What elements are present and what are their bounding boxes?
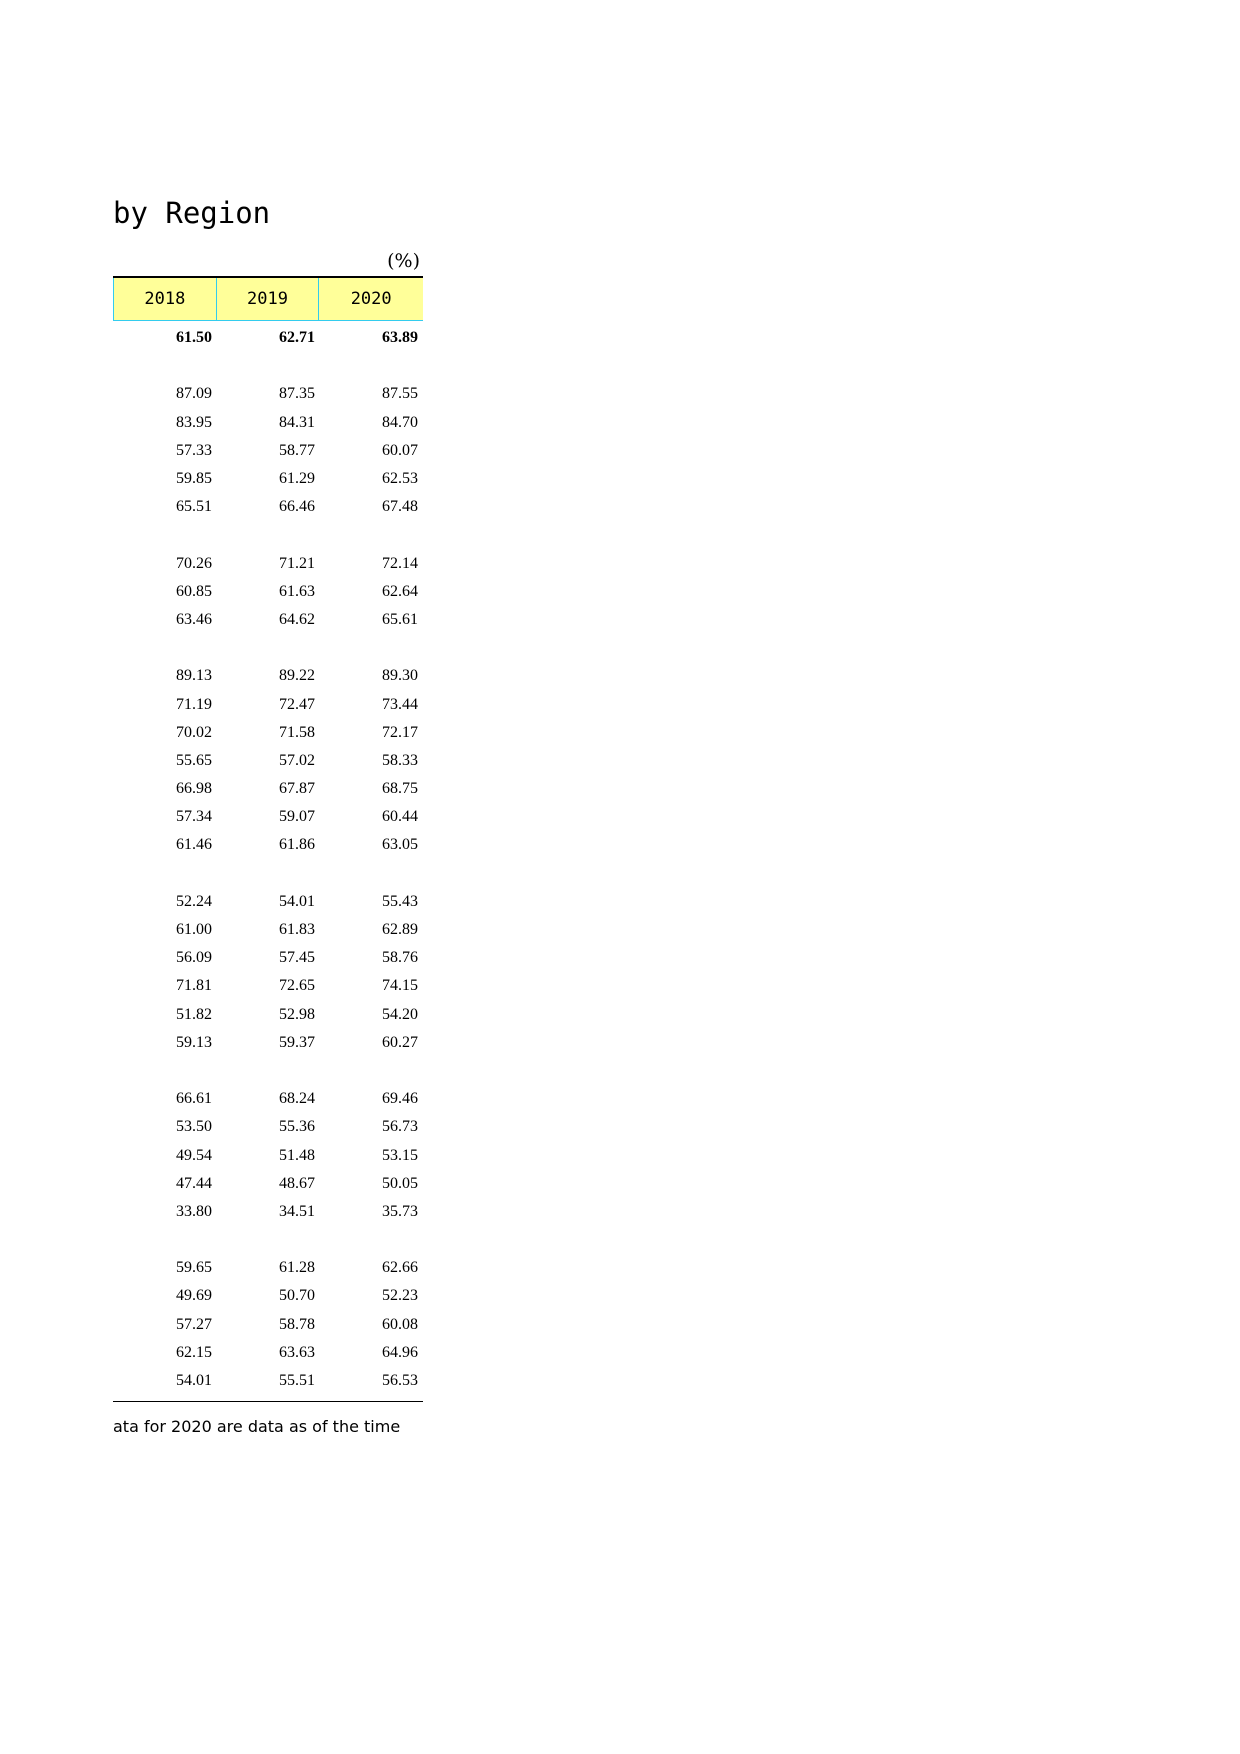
value-cell-2018: 71.81 [176, 977, 212, 995]
value-cell-2018: 59.13 [176, 1033, 212, 1051]
table-row [113, 409, 423, 437]
group-spacer [113, 634, 423, 662]
group-spacer [113, 860, 423, 888]
value-cell-2020: 62.66 [382, 1259, 418, 1277]
value-cell-2019: 58.77 [279, 441, 315, 459]
value-cell-2018: 62.15 [176, 1343, 212, 1361]
value-cell-2020: 56.73 [382, 1118, 418, 1136]
value-cell-2019: 61.83 [279, 921, 315, 939]
value-cell-2018: 61.00 [176, 921, 212, 939]
value-cell-2018: 66.98 [176, 780, 212, 798]
value-cell-2018: 59.85 [176, 470, 212, 488]
value-cell-2018: 47.44 [176, 1174, 212, 1192]
value-cell-2020: 58.76 [382, 949, 418, 967]
table-row [113, 803, 423, 831]
value-cell-2019: 67.87 [279, 780, 315, 798]
value-cell-2020: 50.05 [382, 1174, 418, 1192]
value-cell-2020: 54.20 [382, 1005, 418, 1023]
value-cell-2019: 59.07 [279, 808, 315, 826]
value-cell-2020: 62.53 [382, 470, 418, 488]
value-cell-2020: 60.07 [382, 441, 418, 459]
value-cell-2018: 56.09 [176, 949, 212, 967]
value-cell-2018: 55.65 [176, 751, 212, 769]
value-cell-2020: 60.27 [382, 1033, 418, 1051]
table-row [113, 775, 423, 803]
value-cell-2018: 57.34 [176, 808, 212, 826]
value-cell-2019: 84.31 [279, 413, 315, 431]
table-row [113, 493, 423, 521]
value-cell-2020: 35.73 [382, 1202, 418, 1220]
value-cell-2018: 83.95 [176, 413, 212, 431]
value-cell-2018: 54.01 [176, 1372, 212, 1390]
page-title: by Region [113, 196, 271, 230]
value-cell-2020: 68.75 [382, 780, 418, 798]
value-cell-2018: 49.54 [176, 1146, 212, 1164]
column-header-2018: 2018 [114, 278, 217, 320]
value-cell-2019: 57.02 [279, 751, 315, 769]
value-cell-2019: 50.70 [279, 1287, 315, 1305]
value-cell-2020: 63.89 [382, 329, 418, 347]
value-cell-2019: 72.65 [279, 977, 315, 995]
value-cell-2018: 57.27 [176, 1315, 212, 1333]
table-row [113, 1254, 423, 1282]
value-cell-2019: 68.24 [279, 1090, 315, 1108]
value-cell-2018: 63.46 [176, 610, 212, 628]
group-spacer [113, 1057, 423, 1085]
value-cell-2020: 64.96 [382, 1343, 418, 1361]
table-row [113, 1085, 423, 1113]
table-row [113, 719, 423, 747]
value-cell-2018: 51.82 [176, 1005, 212, 1023]
value-cell-2020: 69.46 [382, 1090, 418, 1108]
value-cell-2018: 65.51 [176, 498, 212, 516]
value-cell-2020: 55.43 [382, 892, 418, 910]
value-cell-2018: 61.46 [176, 836, 212, 854]
value-cell-2019: 87.35 [279, 385, 315, 403]
table-row [113, 1113, 423, 1141]
table-row [113, 465, 423, 493]
value-cell-2019: 52.98 [279, 1005, 315, 1023]
value-cell-2019: 71.21 [279, 554, 315, 572]
table-row [113, 888, 423, 916]
column-header-2020: 2020 [350, 289, 392, 309]
table-row [113, 550, 423, 578]
value-cell-2018: 57.33 [176, 441, 212, 459]
value-cell-2019: 89.22 [279, 667, 315, 685]
value-cell-2020: 58.33 [382, 751, 418, 769]
value-cell-2019: 34.51 [279, 1202, 315, 1220]
table-row [113, 747, 423, 775]
value-cell-2018: 33.80 [176, 1202, 212, 1220]
value-cell-2020: 67.48 [382, 498, 418, 516]
value-cell-2019: 61.86 [279, 836, 315, 854]
table-row [113, 1170, 423, 1198]
table-body [113, 321, 423, 1395]
value-cell-2019: 61.28 [279, 1259, 315, 1277]
value-cell-2020: 74.15 [382, 977, 418, 995]
value-cell-2018: 53.50 [176, 1118, 212, 1136]
table-row [113, 380, 423, 408]
value-cell-2019: 72.47 [279, 695, 315, 713]
footnote: ata for 2020 are data as of the time [113, 1417, 401, 1436]
table-header-row [113, 278, 423, 321]
value-cell-2020: 65.61 [382, 610, 418, 628]
value-cell-2019: 55.51 [279, 1372, 315, 1390]
value-cell-2019: 58.78 [279, 1315, 315, 1333]
group-spacer [113, 352, 423, 380]
table-row [113, 1367, 423, 1395]
value-cell-2020: 72.17 [382, 723, 418, 741]
value-cell-2020: 60.08 [382, 1315, 418, 1333]
table-row [113, 1339, 423, 1367]
value-cell-2019: 61.29 [279, 470, 315, 488]
table-row [113, 662, 423, 690]
data-table [113, 276, 423, 1395]
value-cell-2020: 84.70 [382, 413, 418, 431]
group-spacer [113, 1226, 423, 1254]
table-row [113, 606, 423, 634]
table-row [113, 1198, 423, 1226]
value-cell-2019: 48.67 [279, 1174, 315, 1192]
value-cell-2018: 66.61 [176, 1090, 212, 1108]
value-cell-2018: 70.02 [176, 723, 212, 741]
value-cell-2019: 51.48 [279, 1146, 315, 1164]
value-cell-2019: 71.58 [279, 723, 315, 741]
value-cell-2019: 55.36 [279, 1118, 315, 1136]
value-cell-2019: 62.71 [279, 329, 315, 347]
unit-label: (%) [387, 250, 420, 272]
group-spacer [113, 521, 423, 549]
value-cell-2020: 53.15 [382, 1146, 418, 1164]
value-cell-2019: 54.01 [279, 892, 315, 910]
column-header-2019: 2019 [217, 278, 320, 320]
value-cell-2018: 70.26 [176, 554, 212, 572]
value-cell-2018: 71.19 [176, 695, 212, 713]
value-cell-2020: 87.55 [382, 385, 418, 403]
table-row [113, 1141, 423, 1169]
value-cell-2020: 62.89 [382, 921, 418, 939]
table-row [113, 690, 423, 718]
value-cell-2019: 64.62 [279, 610, 315, 628]
table-row [113, 831, 423, 859]
value-cell-2020: 62.64 [382, 582, 418, 600]
value-cell-2020: 52.23 [382, 1287, 418, 1305]
value-cell-2019: 66.46 [279, 498, 315, 516]
table-row [113, 1282, 423, 1310]
value-cell-2018: 60.85 [176, 582, 212, 600]
table-row [113, 944, 423, 972]
value-cell-2019: 63.63 [279, 1343, 315, 1361]
table-row [113, 1311, 423, 1339]
value-cell-2018: 49.69 [176, 1287, 212, 1305]
value-cell-2020: 60.44 [382, 808, 418, 826]
value-cell-2018: 59.65 [176, 1259, 212, 1277]
table-row [113, 1029, 423, 1057]
table-row [113, 1001, 423, 1029]
value-cell-2020: 73.44 [382, 695, 418, 713]
value-cell-2018: 52.24 [176, 892, 212, 910]
value-cell-2019: 61.63 [279, 582, 315, 600]
value-cell-2018: 89.13 [176, 667, 212, 685]
value-cell-2020: 56.53 [382, 1372, 418, 1390]
total-row [113, 324, 423, 352]
value-cell-2019: 59.37 [279, 1033, 315, 1051]
value-cell-2020: 72.14 [382, 554, 418, 572]
table-row [113, 437, 423, 465]
value-cell-2020: 63.05 [382, 836, 418, 854]
table-row [113, 972, 423, 1000]
table-row [113, 916, 423, 944]
value-cell-2020: 89.30 [382, 667, 418, 685]
table-bottom-rule [113, 1401, 423, 1402]
value-cell-2018: 87.09 [176, 385, 212, 403]
value-cell-2018: 61.50 [176, 329, 212, 347]
value-cell-2019: 57.45 [279, 949, 315, 967]
table-row [113, 578, 423, 606]
